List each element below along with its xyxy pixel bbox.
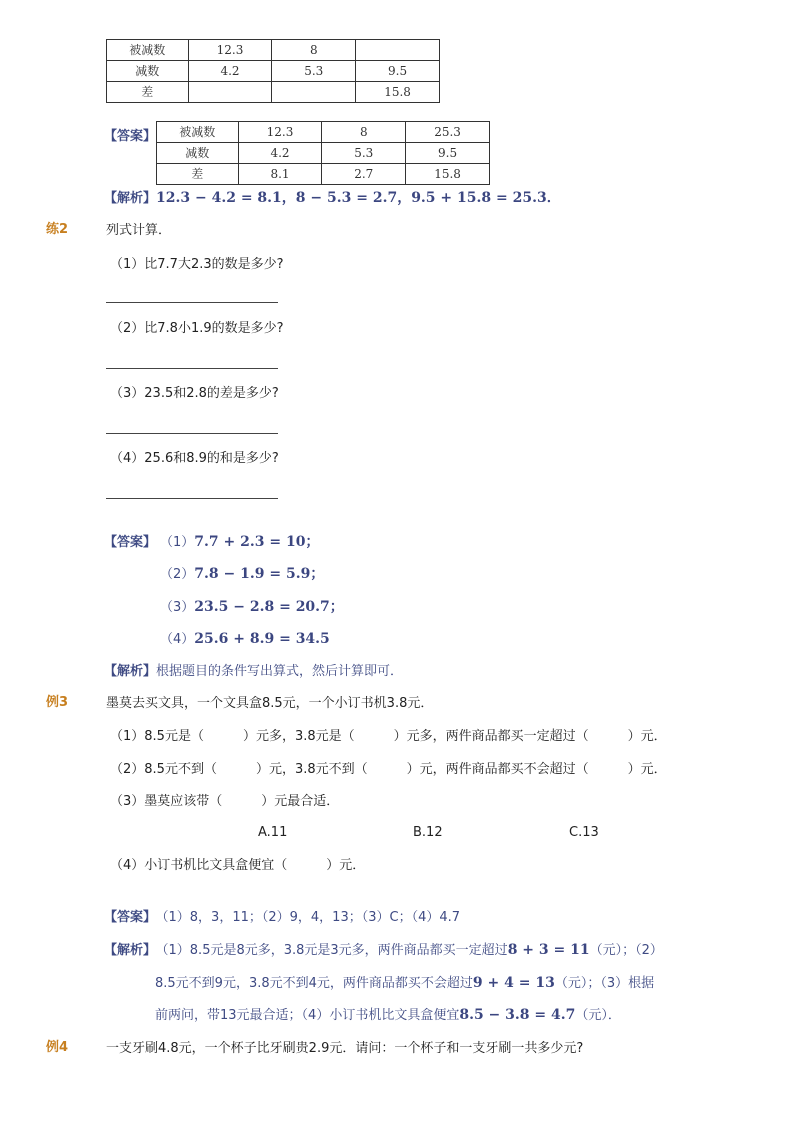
table-head-cell: 被减数 xyxy=(157,122,239,143)
answer-num: （2） xyxy=(160,567,195,582)
analysis-3-math: 8.5 − 3.8 = 4.7 xyxy=(459,1007,576,1023)
example-4-label: 例4 xyxy=(46,1040,69,1055)
analysis-3-text: （1）8.5元是8元多，3.8元是3元多，两件商品都买一定超过 xyxy=(162,943,508,958)
table-cell: 9.5 xyxy=(406,143,490,164)
table-cell: 2.7 xyxy=(322,164,406,185)
table-head-cell: 被减数 xyxy=(107,40,189,61)
table-cell: 12.3 xyxy=(188,40,272,61)
table-cell xyxy=(272,82,356,103)
analysis-1-math: 12.3 − 4.2 = 8.1，8 − 5.3 = 2.7，9.5 + 15.8 = 25.3． xyxy=(156,190,561,206)
table-cell: 15.8 xyxy=(356,82,440,103)
answer-blank-line[interactable] xyxy=(106,302,278,303)
analysis-1 xyxy=(104,189,561,208)
table-cell: 12.3 xyxy=(238,122,322,143)
table-cell: 9.5 xyxy=(356,61,440,82)
answer-math: 23.5 − 2.8 = 20.7； xyxy=(194,599,344,615)
analysis-tag: 【解析】 xyxy=(104,191,157,206)
table-2 xyxy=(156,121,490,185)
example-3-label: 例3 xyxy=(46,695,69,710)
answer-tag: 【答案】 xyxy=(104,910,157,925)
analysis-3-text: 前两问，带13元最合适；（4）小订书机比文具盒便宜 xyxy=(155,1008,460,1023)
option-b[interactable]: B.12 xyxy=(413,825,443,840)
answer-math: 7.7 + 2.3 = 10； xyxy=(194,534,320,550)
table-row xyxy=(107,61,440,82)
answer-math: 25.6 + 8.9 = 34.5 xyxy=(194,631,330,647)
answer-num: （4） xyxy=(160,632,195,647)
table-row xyxy=(107,40,440,61)
exercise-2-question-2: （2）比7.8小1.9的数是多少? xyxy=(110,321,284,336)
table-head-cell: 差 xyxy=(157,164,239,185)
analysis-3-line-3 xyxy=(155,1006,621,1025)
answer-3 xyxy=(104,909,460,927)
answer-num: （3） xyxy=(160,600,195,615)
answer-blank-line[interactable] xyxy=(106,368,278,369)
answer-tag: 【答案】 xyxy=(104,535,157,550)
analysis-3-text: （元）；（3）根据 xyxy=(554,976,655,991)
analysis-3-math: 8 + 3 = 11 xyxy=(507,942,590,958)
exercise-2-label: 练2 xyxy=(46,222,69,237)
table-cell: 15.8 xyxy=(406,164,490,185)
table-cell: 4.2 xyxy=(238,143,322,164)
analysis-2 xyxy=(104,663,403,681)
analysis-tag: 【解析】 xyxy=(104,943,157,958)
analysis-3-line-2 xyxy=(155,974,654,993)
option-a[interactable]: A.11 xyxy=(258,825,288,840)
table-1 xyxy=(106,39,440,103)
answer-line-2 xyxy=(160,565,324,584)
table-cell: 5.3 xyxy=(272,61,356,82)
analysis-3-line-1 xyxy=(104,941,663,960)
table-head-cell: 减数 xyxy=(157,143,239,164)
analysis-3-math: 9 + 4 = 13 xyxy=(472,975,555,991)
table-row xyxy=(157,164,490,185)
answer-3-text: （1）8，3，11；（2）9，4，13；（3）C；（4）4.7 xyxy=(162,910,461,925)
exercise-2-question-3: （3）23.5和2.8的差是多少? xyxy=(110,386,279,401)
answer-blank-line[interactable] xyxy=(106,433,278,434)
table-cell: 8 xyxy=(322,122,406,143)
table-head-cell: 减数 xyxy=(107,61,189,82)
analysis-tag: 【解析】 xyxy=(104,664,157,679)
example-4-title: 一支牙刷4.8元，一个杯子比牙刷贵2.9元．请问：一个杯子和一支牙刷一共多少元? xyxy=(106,1041,584,1056)
answer-math: 7.8 − 1.9 = 5.9； xyxy=(194,566,325,582)
table-row xyxy=(107,82,440,103)
answer-tag: 【答案】 xyxy=(104,129,157,144)
answer-num: （1） xyxy=(160,535,195,550)
exercise-2-title: 列式计算． xyxy=(106,223,172,238)
example-3-question-3: （3）墨莫应该带（ ）元最合适． xyxy=(110,794,340,809)
table-cell: 8.1 xyxy=(238,164,322,185)
exercise-2-question-1: （1）比7.7大2.3的数是多少? xyxy=(110,257,284,272)
analysis-2-text: 根据题目的条件写出算式，然后计算即可． xyxy=(156,664,404,679)
table-cell: 5.3 xyxy=(322,143,406,164)
example-3-title: 墨莫去买文具，一个文具盒8.5元，一个小订书机3.8元． xyxy=(106,696,434,711)
analysis-3-text: 8.5元不到9元，3.8元不到4元，两件商品都买不会超过 xyxy=(155,976,473,991)
table-cell xyxy=(188,82,272,103)
table-cell: 4.2 xyxy=(188,61,272,82)
example-3-question-2: （2）8.5元不到（ ）元，3.8元不到（ ）元，两件商品都买不会超过（ ）元． xyxy=(110,762,667,777)
answer-line-3 xyxy=(160,598,344,617)
example-3-question-4: （4）小订书机比文具盒便宜（ ）元． xyxy=(110,858,366,873)
exercise-2-question-4: （4）25.6和8.9的和是多少? xyxy=(110,451,279,466)
answer-blank-line[interactable] xyxy=(106,498,278,499)
example-3-question-1: （1）8.5元是（ ）元多，3.8元是（ ）元多，两件商品都买一定超过（ ）元． xyxy=(110,729,667,744)
option-c[interactable]: C.13 xyxy=(569,825,599,840)
analysis-3-text: （元）；（2） xyxy=(589,943,663,958)
table-row xyxy=(157,122,490,143)
table-cell xyxy=(356,40,440,61)
answer-line-4 xyxy=(160,630,330,649)
answer-line-1 xyxy=(160,533,319,552)
table-cell: 25.3 xyxy=(406,122,490,143)
table-row xyxy=(157,143,490,164)
table-cell: 8 xyxy=(272,40,356,61)
analysis-3-text: （元）． xyxy=(575,1008,621,1023)
table-head-cell: 差 xyxy=(107,82,189,103)
